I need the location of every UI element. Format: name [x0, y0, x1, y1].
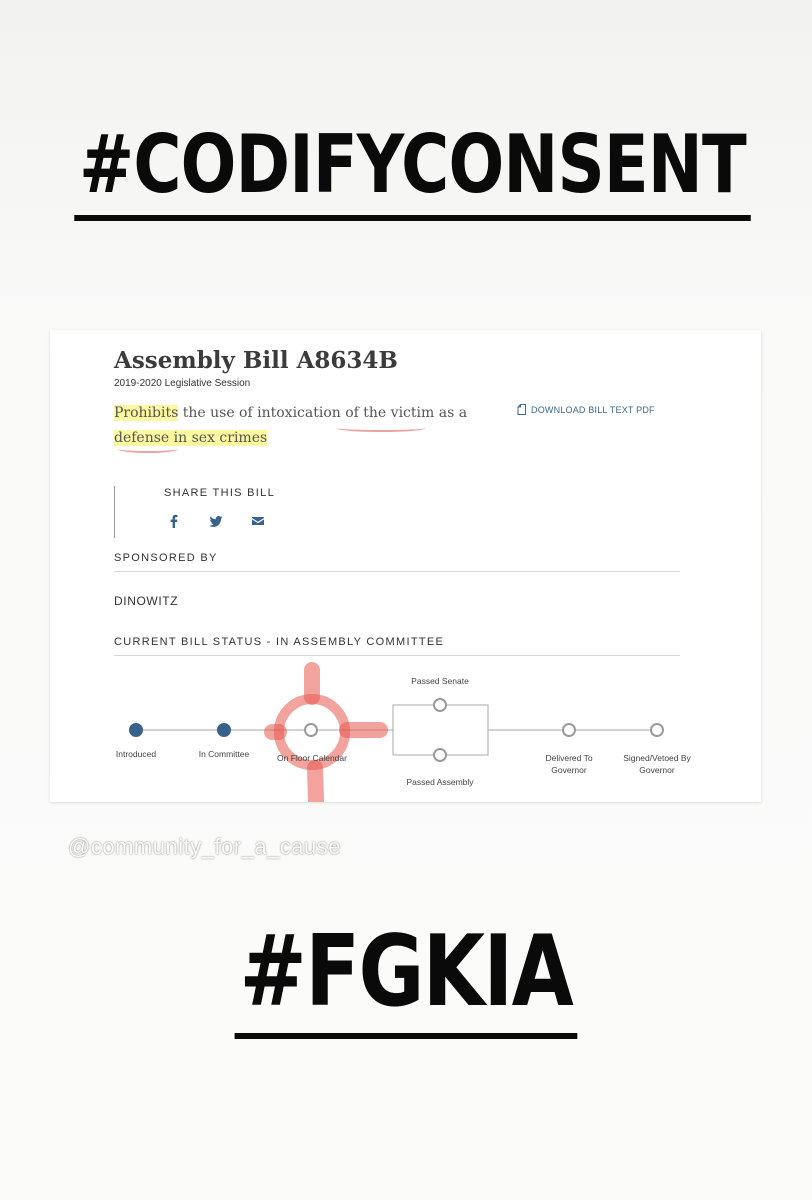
- status-tracker: [50, 330, 761, 802]
- step-label-in-committee: In Committee: [198, 749, 250, 759]
- signed-line-1: Signed/Vetoed By: [623, 753, 691, 763]
- signed-line-2: Governor: [639, 765, 675, 775]
- step-label-delivered: [524, 752, 614, 776]
- step-dot-passed-assembly: [434, 749, 446, 761]
- sponsor-name[interactable]: DINOWITZ: [114, 594, 179, 608]
- hashtag-fgkia: [0, 915, 812, 1039]
- summary-highlight-2: defense in sex crimes: [114, 430, 268, 446]
- step-label-signed: [612, 752, 702, 776]
- step-dot-introduced: [129, 723, 143, 737]
- step-dot-on-floor: [305, 724, 317, 736]
- step-dot-delivered: [563, 724, 575, 736]
- sponsored-by-label: SPONSORED BY: [114, 552, 218, 564]
- bill-card: [50, 330, 761, 802]
- delivered-line-2: Governor: [551, 765, 587, 775]
- passed-chambers-box: [393, 705, 488, 755]
- hashtag-codifyconsent: [0, 118, 812, 221]
- step-label-passed-senate: Passed Senate: [411, 676, 469, 686]
- delivered-line-1: Delivered To: [545, 753, 593, 763]
- legislative-session: 2019-2020 Legislative Session: [114, 378, 251, 389]
- hashtag-bottom-text: #FGKIA: [235, 915, 578, 1039]
- step-dot-passed-senate: [434, 699, 446, 711]
- step-label-introduced: Introduced: [115, 749, 157, 759]
- bill-status-label: CURRENT BILL STATUS - IN ASSEMBLY COMMITTEE: [114, 636, 445, 648]
- step-dot-signed: [651, 724, 663, 736]
- summary-highlight-1: Prohibits: [114, 405, 179, 421]
- summary-middle: the use of intoxication of the victim as a: [178, 405, 468, 421]
- share-label: SHARE THIS BILL: [164, 487, 275, 499]
- bill-title: Assembly Bill A8634B: [114, 347, 398, 374]
- step-label-on-floor: On Floor Calendar: [277, 753, 347, 763]
- step-dot-in-committee: [217, 723, 231, 737]
- hashtag-top-text: #CODIFYCONSENT: [74, 118, 751, 221]
- watermark: @community_for_a_cause: [68, 834, 342, 859]
- step-label-passed-assembly: Passed Assembly: [406, 777, 474, 787]
- download-label: DOWNLOAD BILL TEXT PDF: [531, 404, 655, 415]
